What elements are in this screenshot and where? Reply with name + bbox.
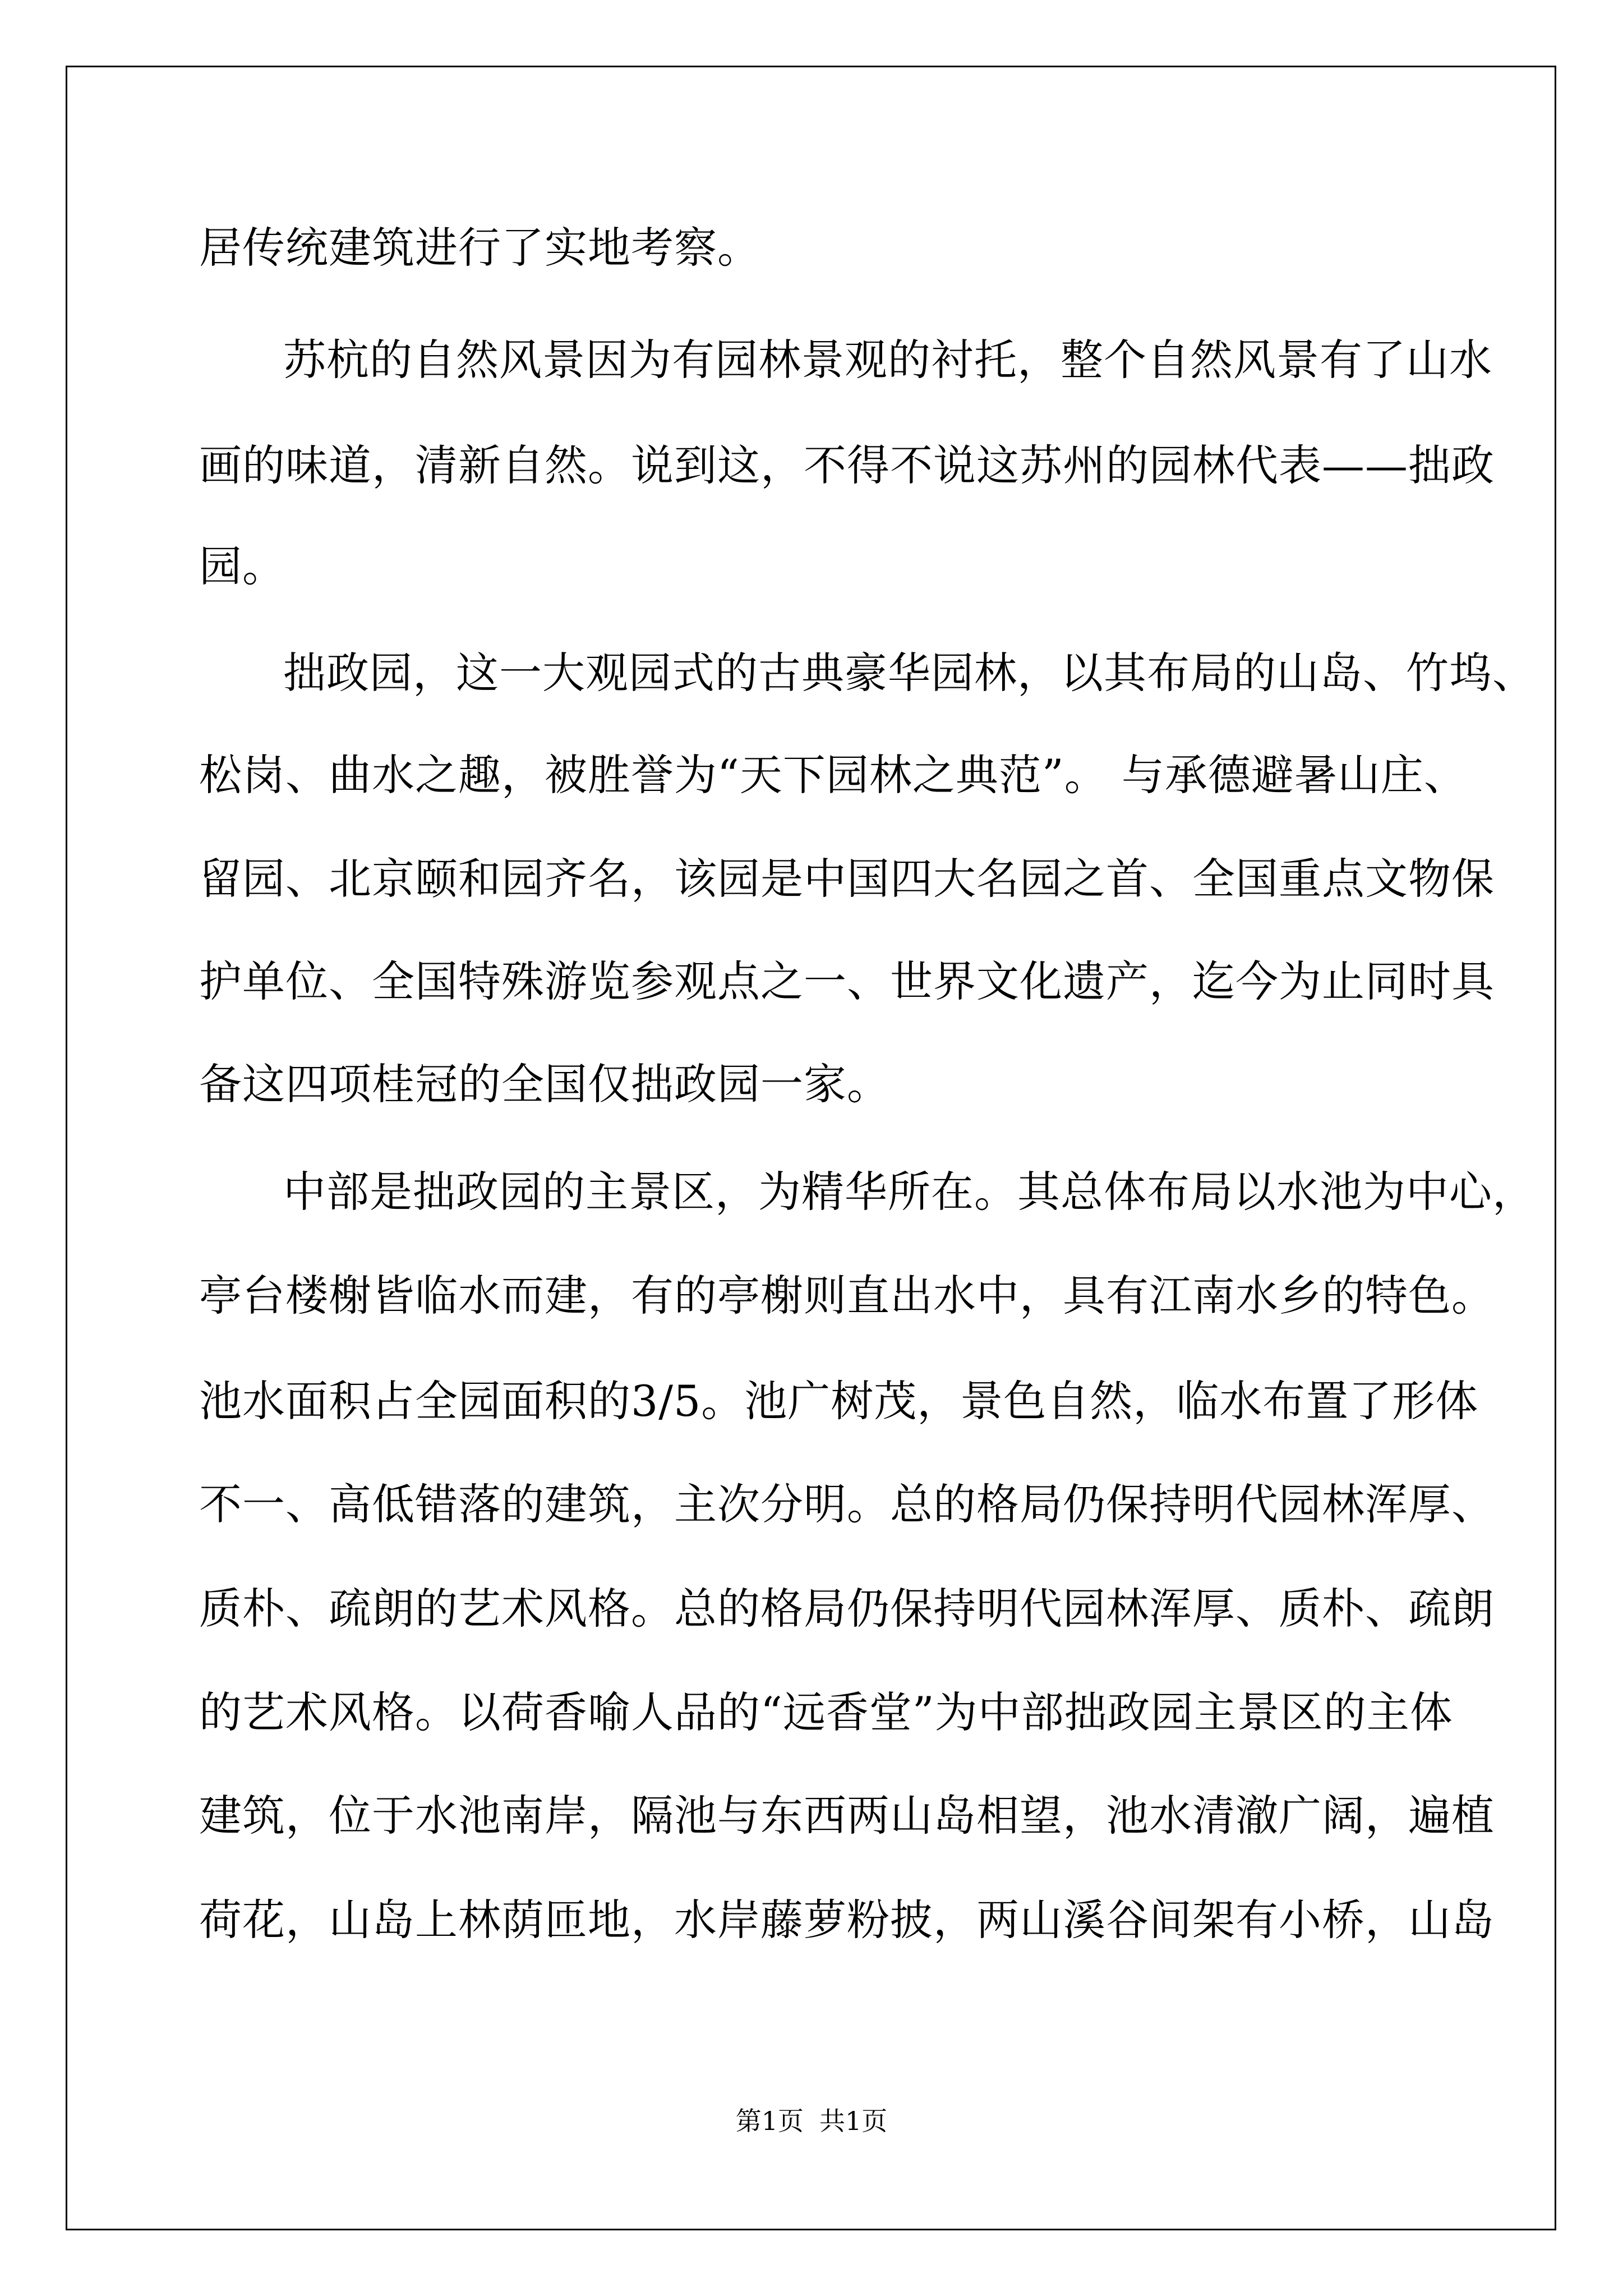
paragraph-2-line-3: 留园、北京颐和园齐名，该园是中国四大名园之首、全国重点文物保 xyxy=(199,854,1495,904)
paragraph-2-line-4: 护单位、全国特殊游览参观点之一、世界文化遗产，迄今为止同时具 xyxy=(199,956,1495,1006)
paragraph-1-line-3: 园。 xyxy=(199,541,285,591)
paragraph-3-line-6: 的艺术风格。以荷香喻人品的“远香堂”为中部拙政园主景区的主体 xyxy=(199,1687,1453,1737)
paragraph-3-line-7: 建筑，位于水池南岸，隔池与东西两山岛相望，池水清澈广阔，遍植 xyxy=(199,1791,1495,1841)
paragraph-3-line-8: 荷花，山岛上林荫匝地，水岸藤萝粉披，两山溪谷间架有小桥，山岛 xyxy=(199,1895,1495,1945)
paragraph-3-line-1: 中部是拙政园的主景区，为精华所在。其总体布局以水池为中心， xyxy=(283,1167,1536,1217)
paragraph-2-line-2: 松岗、曲水之趣，被胜誉为“天下园林之典范”。 与承德避暑山庄、 xyxy=(199,750,1467,800)
paragraph-3-line-3: 池水面积占全园面积的3/5。池广树茂，景色自然，临水布置了形体 xyxy=(199,1376,1479,1426)
paragraph-3-line-5: 质朴、疏朗的艺术风格。总的格局仍保持明代园林浑厚、质朴、疏朗 xyxy=(199,1584,1495,1634)
text-line-1: 居传统建筑进行了实地考察。 xyxy=(199,223,760,273)
paragraph-2-line-1: 拙政园，这一大观园式的古典豪华园林，以其布局的山岛、竹坞、 xyxy=(283,648,1536,698)
page-total: 共1页 xyxy=(819,2106,888,2136)
paragraph-3-line-2: 亭台楼榭皆临水而建，有的亭榭则直出水中，具有江南水乡的特色。 xyxy=(199,1271,1495,1320)
page-number: 第1页 xyxy=(735,2106,804,2136)
paragraph-1-line-2: 画的味道，清新自然。说到这，不得不说这苏州的园林代表——拙政 xyxy=(199,440,1495,490)
paragraph-3-line-4: 不一、高低错落的建筑，主次分明。总的格局仍保持明代园林浑厚、 xyxy=(199,1479,1495,1529)
page-footer xyxy=(0,2105,1623,2137)
paragraph-2-line-5: 备这四项桂冠的全国仅拙政园一家。 xyxy=(199,1059,890,1109)
paragraph-1-line-1: 苏杭的自然风景因为有园林景观的衬托，整个自然风景有了山水 xyxy=(283,335,1492,385)
